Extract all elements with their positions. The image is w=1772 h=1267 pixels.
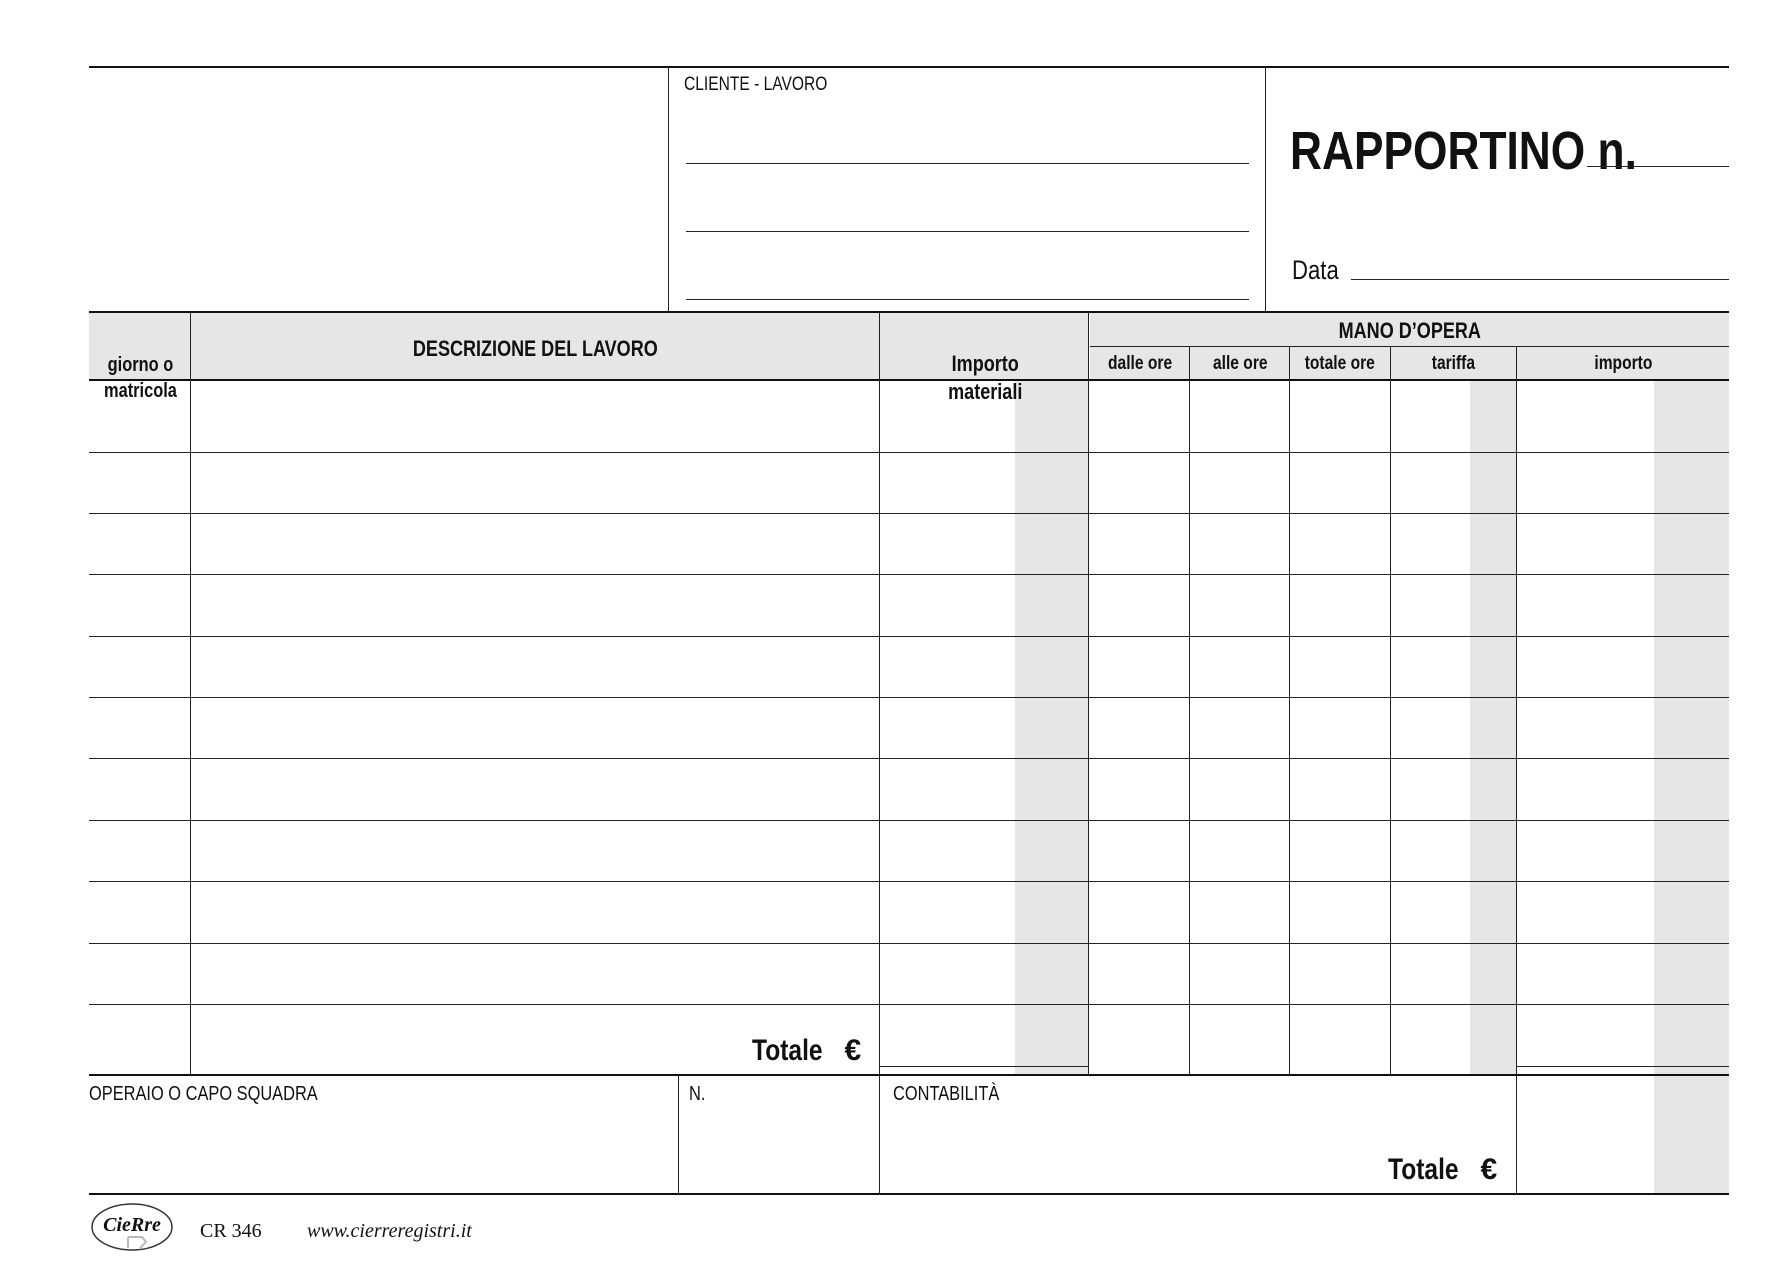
report-number-line[interactable]: [1587, 166, 1729, 167]
client-line-1[interactable]: [686, 163, 1249, 164]
website[interactable]: www.cierreregistri.it: [307, 1220, 472, 1242]
col-line-total-hours: [1390, 346, 1391, 1074]
cierre-logo: [90, 1202, 174, 1252]
col-line-description: [879, 312, 880, 1194]
worker-label: OPERAIO O CAPO SQUADRA: [89, 1083, 318, 1105]
col-line-day: [190, 312, 191, 1074]
row-line-10: [89, 1004, 1729, 1005]
footer-top-rule: [89, 1074, 1729, 1076]
accounting-label: CONTABILITÀ: [893, 1083, 1000, 1105]
materials-cents-column: [1015, 380, 1088, 1074]
top-rule: [89, 66, 1729, 68]
col-line-to-hours: [1289, 346, 1290, 1074]
table-total-label: Totale €: [752, 1034, 862, 1067]
header-divider-right: [1265, 66, 1266, 311]
product-code: CR 346: [200, 1220, 262, 1242]
tariff-cents-column: [1470, 380, 1516, 1074]
col-line-from-hours: [1189, 346, 1190, 1074]
row-line-2: [89, 513, 1729, 514]
table-top-rule: [89, 311, 1729, 313]
labour-group-rule: [1090, 346, 1729, 347]
footer-divider-worker: [678, 1075, 679, 1194]
report-title: RAPPORTINO n.: [1290, 121, 1637, 181]
amount-cents-column: [1654, 380, 1729, 1074]
row-line-9: [89, 943, 1729, 944]
accounting-total-label: Totale €: [1388, 1153, 1498, 1186]
materials-total-line[interactable]: [880, 1066, 1088, 1067]
row-line-6: [89, 758, 1729, 759]
row-line-4: [89, 636, 1729, 637]
sub-col-to-hours: alle ore: [1212, 353, 1268, 374]
col-materials-header: Importo materiali: [947, 351, 1023, 404]
sub-col-from-hours: dalle ore: [1107, 353, 1173, 374]
euro-icon: €: [844, 1034, 862, 1067]
row-line-7: [89, 820, 1729, 821]
row-line-1: [89, 452, 1729, 453]
col-description-header: DESCRIZIONE DEL LAVORO: [412, 336, 658, 361]
row-line-5: [89, 697, 1729, 698]
date-label: Data: [1292, 255, 1339, 285]
client-label: CLIENTE - LAVORO: [684, 74, 828, 95]
header-divider-left: [668, 66, 669, 311]
col-day-header: giorno o matricola: [103, 354, 177, 402]
logo-text: CieRre: [103, 1214, 161, 1236]
amount-total-line[interactable]: [1517, 1066, 1729, 1067]
labour-group-header: MANO D’OPERA: [1338, 318, 1481, 343]
number-label: N.: [689, 1083, 706, 1105]
footer-bottom-rule: [89, 1193, 1729, 1195]
sub-col-tariff: tariffa: [1431, 353, 1476, 374]
euro-icon: €: [1480, 1153, 1498, 1186]
client-line-2[interactable]: [686, 231, 1249, 232]
client-line-3[interactable]: [686, 299, 1249, 300]
date-line[interactable]: [1351, 279, 1729, 280]
col-line-materials: [1088, 312, 1089, 1074]
row-line-8: [89, 881, 1729, 882]
row-line-3: [89, 574, 1729, 575]
sub-col-total-hours: totale ore: [1304, 353, 1376, 374]
footer-cents-column: [1654, 1076, 1729, 1194]
sub-col-amount: importo: [1594, 353, 1652, 374]
